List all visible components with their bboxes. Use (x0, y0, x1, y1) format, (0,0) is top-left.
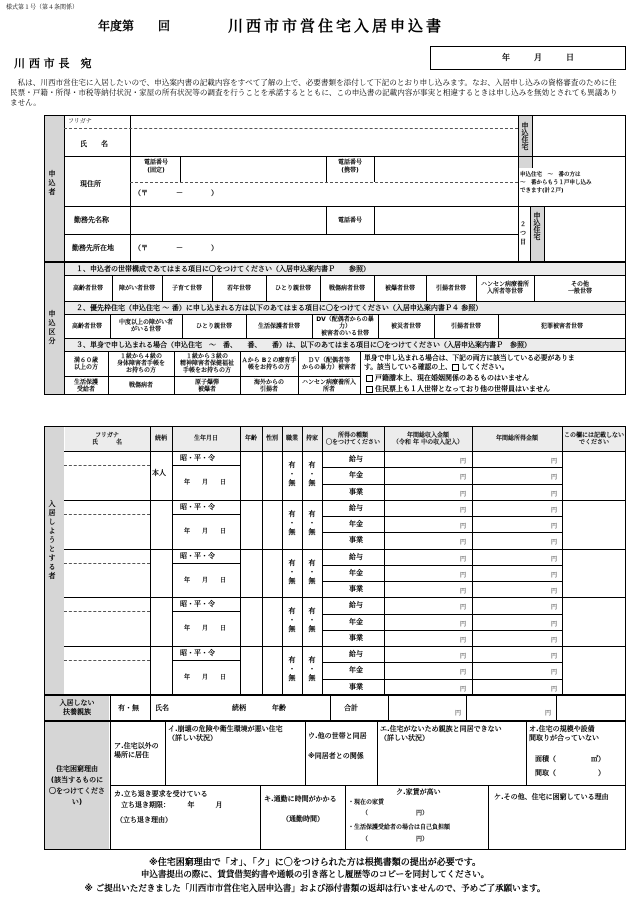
nonresident-name: 氏名 (155, 704, 169, 712)
reason-ka-note: （立ち退き理由） (116, 816, 172, 824)
date-label: 年 月 日 (502, 53, 574, 62)
employer-field[interactable] (132, 208, 324, 232)
nonresident-rel: 続柄 (232, 704, 246, 712)
name-label: 氏 名 (80, 140, 108, 148)
income-type[interactable]: 給与 (349, 455, 363, 463)
earned-yen: 円 (551, 636, 558, 644)
housing-note: 申込住宅 ～ 番の方は ～ 番からもう１戸申し込み できます(計２戸) (520, 172, 592, 194)
form-number: 様式第１号（第４条関係） (6, 4, 79, 11)
income-yen: 円 (460, 604, 467, 612)
q3-option-b-3[interactable]: 海外からの 引揚者 (253, 378, 284, 393)
q2-options (64, 314, 626, 338)
nonresident-yn[interactable]: 有・無 (118, 704, 139, 712)
q2-option-6[interactable]: 引揚者世帯 (450, 322, 481, 330)
q1-option-0[interactable]: 高齢者世帯 (72, 284, 103, 292)
income-type[interactable]: 事業 (349, 487, 363, 496)
reason-ku[interactable]: ク.家賃が高い (396, 788, 441, 796)
name-field[interactable] (132, 130, 516, 154)
q1-options (64, 275, 626, 301)
income-yen: 円 (460, 474, 467, 482)
income-type[interactable]: 事業 (349, 682, 363, 691)
nonresident-age: 年齢 (272, 704, 286, 712)
total-label: 合計 (344, 704, 358, 712)
income-yen: 円 (460, 653, 467, 661)
household-header-4: 性別 (265, 435, 278, 442)
employer-label: 勤務先名称 (74, 216, 109, 224)
household-header-5: 職業 (285, 435, 298, 442)
earned-yen: 円 (551, 555, 558, 563)
birth-era[interactable]: 昭・平・令 (180, 551, 215, 560)
category-q2: ２、優先枠住宅（申込住宅 ～ 番）に申し込まれる方は以下のあてはまる項目に〇をつけてください（入居申込案内書Ｐ４ 参照） (76, 304, 483, 312)
reason-o-area: 面積（ ㎡） (535, 755, 605, 763)
household-header-10: この欄には記載しないでください (563, 431, 624, 446)
income-yen: 円 (460, 636, 467, 644)
employer-postal-label: （〒 － ） (134, 244, 218, 252)
home-yn[interactable]: 有 ・ 無 (308, 656, 316, 683)
total-earned-yen: 円 (545, 710, 552, 717)
q3-option-4[interactable]: ＤＶ（配偶者等 からの暴力）被害者 (301, 356, 356, 371)
q3-option-b-2[interactable]: 原子爆弾 被爆者 (194, 378, 219, 393)
footer-line3: ※ ご提出いただきました「川西市市営住宅入居申込書」および添付書類の返却は行いませんので、予めご了承願います。 (84, 884, 546, 894)
household-member-3[interactable] (64, 597, 626, 646)
check1[interactable]: 戸籍謄本上、現在婚姻関係のあるものはいません (366, 374, 529, 383)
q3-options-row2 (64, 376, 360, 395)
income-yen: 円 (460, 588, 467, 596)
household-header-9: 年間総所得金額 (495, 435, 538, 442)
phone-fixed-field[interactable] (182, 158, 324, 180)
q1-option-1[interactable]: 障がい者世帯 (118, 284, 155, 292)
q1-option-5[interactable]: 戦傷病者世帯 (328, 284, 365, 292)
earned-yen: 円 (551, 685, 558, 693)
self-label: 本人 (152, 469, 166, 477)
check2-box[interactable] (366, 386, 373, 393)
earned-yen: 円 (551, 523, 558, 531)
furigana-label: フリガナ (68, 118, 92, 125)
income-yen: 円 (460, 506, 467, 514)
q1-option-9[interactable]: その他 一般世帯 (567, 281, 592, 295)
household-member-0[interactable] (64, 451, 626, 500)
birth-era[interactable]: 昭・平・令 (180, 649, 215, 658)
household-header-1: 続柄 (154, 435, 167, 442)
household-header-3: 年齢 (244, 435, 257, 442)
reason-ke[interactable]: ケ.その他、住宅に困窮している理由 (494, 793, 609, 801)
earned-yen: 円 (551, 458, 558, 465)
household-header-2: 生年月日 (193, 435, 218, 442)
income-type[interactable]: 年金 (349, 666, 363, 675)
earned-yen: 円 (551, 506, 558, 514)
income-type[interactable]: 給与 (349, 601, 363, 610)
phone-mobile-field[interactable] (376, 158, 516, 180)
birth-date: 年 月 日 (184, 527, 227, 535)
nonresident-label: 入居しない 扶養親族 (59, 699, 95, 716)
q1-option-6[interactable]: 被爆者世帯 (384, 284, 415, 292)
income-yen: 円 (460, 669, 467, 677)
q3-options-row1 (64, 351, 360, 376)
income-type[interactable]: 年金 (349, 617, 363, 626)
earned-yen: 円 (551, 571, 558, 579)
q3-option-0[interactable]: 満６０歳 以上の方 (73, 356, 98, 371)
q2-option-4[interactable]: DV（配偶者からの暴力） 被害者のいる世帯 (316, 315, 374, 337)
reason-u-note: ※同居者との関係 (308, 752, 364, 760)
footer-line1: ※住宅困窮理由で「オ」、「ク」に〇をつけられた方は根拠書類の提出が必要です。 (148, 858, 482, 868)
household-header-8: 年間総収入金額 （令和 年 中の収入記入） (392, 431, 464, 446)
home-yn[interactable]: 有 ・ 無 (308, 558, 316, 585)
total-income-yen: 円 (455, 710, 462, 717)
q1-option-8[interactable]: ハンセン病療養所 入所者等世帯 (480, 281, 529, 295)
employer-address-label: 勤務先所在地 (72, 244, 114, 252)
reason-u[interactable]: ウ.他の世帯と同居 (308, 732, 367, 740)
birth-era[interactable]: 昭・平・令 (180, 454, 215, 462)
q3-option-b-1[interactable]: 戦傷病者 (128, 382, 153, 389)
address-label: 現住所 (80, 180, 101, 188)
q1-option-4[interactable]: ひとり親世帯 (274, 284, 311, 292)
household-header (64, 426, 626, 451)
page-title: 川西市市営住宅入居申込書 (228, 17, 445, 35)
reason-ka[interactable]: カ.立ち退き要求を受けている 立ち退き期限： 年 月 (114, 790, 223, 809)
household-section-label: 入居しようとする者 (48, 500, 56, 581)
q3-option-3[interactable]: Ａから B２の療育手 帳をお持ちの方 (241, 356, 297, 371)
earned-yen: 円 (551, 474, 558, 482)
category-section-label: 申込区分 (48, 310, 56, 346)
income-type[interactable]: 給与 (349, 503, 363, 512)
household-header-0: フリガナ 氏 名 (91, 431, 122, 446)
job-yn[interactable]: 有 ・ 無 (288, 558, 296, 585)
earned-yen: 円 (551, 490, 558, 498)
income-yen: 円 (460, 539, 467, 547)
income-type[interactable]: 事業 (349, 633, 363, 642)
reason-o-rooms: 間取（ ） (535, 769, 605, 777)
q3-option-b-0[interactable]: 生活保護 受給者 (73, 378, 98, 393)
job-yn[interactable]: 有 ・ 無 (288, 656, 296, 683)
birth-date: 年 月 日 (184, 576, 227, 584)
category-q3: ３、単身で申し込まれる場合（申込住宅 ～ 番、 番、 番）は、以下のあてはまる項目に〇をつけてください（入居申込案内書Ｐ 参照） (76, 341, 531, 349)
birth-era[interactable]: 昭・平・令 (180, 600, 215, 609)
earned-yen: 円 (551, 588, 558, 596)
job-yn[interactable]: 有 ・ 無 (288, 461, 296, 487)
income-yen: 円 (460, 571, 467, 579)
q1-option-7[interactable]: 引揚者世帯 (435, 284, 466, 292)
reason-ku-1v: （ 円） (362, 810, 429, 817)
reason-i[interactable]: イ.崩壊の危険や衛生環境が悪い住宅 （詳しい状況） (168, 725, 283, 742)
birth-date: 年 月 日 (184, 674, 227, 682)
income-yen: 円 (460, 523, 467, 531)
reason-label: 住宅困窮理由 (該当するものに 〇をつけてください) (49, 765, 105, 806)
footer-line2: 申込書提出の際に、賃貸借契約書や通帳の引き落とし履歴等のコピーを同封してください。 (140, 870, 490, 880)
income-type[interactable]: 給与 (349, 650, 363, 659)
income-type[interactable]: 年金 (349, 520, 363, 529)
q1-option-3[interactable]: 若年世帯 (226, 284, 251, 292)
employer-phone-label: 電話番号 (337, 217, 362, 224)
housing-label: 申込住宅 (521, 122, 529, 150)
earned-yen: 円 (551, 620, 558, 628)
check2[interactable]: 住民票上も１人世帯となっており他の世帯員はいません (366, 385, 550, 394)
income-yen: 円 (460, 458, 467, 465)
category-q1: １、申込者の世帯構成であてはまる項目に〇をつけてください（入居申込案内書Ｐ 参照） (76, 265, 370, 273)
household-member-2[interactable] (64, 549, 626, 598)
intro-text: 私は、川西市営住宅に入居したいので、申込案内書の記載内容をすべて了解の上で、必要書類を添付して下記のとおり申し込みます。なお、入居申し込みの資格審査のために住民票・戸籍・所得・市税等納付状況・家屋の所有状況等の調査を行うことを承諾するとともに、この申込書の記載内容が事実と相違するときは申し込みを無効とされても異議ありません。 (10, 78, 618, 107)
q3-option-b-4[interactable]: ハンセン病療養所入 所者 (301, 378, 356, 393)
q2-option-0[interactable]: 高齢者世帯 (71, 322, 102, 330)
phone-mobile-label: 電話番号 (携帯) (337, 159, 362, 174)
q3-note: 単身で申し込まれる場合は、下記の両方に該当している必要がありま す。該当している確認の上、 してください。 (364, 354, 575, 371)
addressee: 川 西 市 長 宛 (14, 57, 92, 70)
job-yn[interactable]: 有 ・ 無 (288, 607, 296, 634)
earned-yen: 円 (551, 604, 558, 612)
home-yn[interactable]: 有 ・ 無 (308, 461, 316, 487)
earned-yen: 円 (551, 669, 558, 677)
birth-date: 年 月 日 (184, 479, 227, 486)
household-member-4[interactable] (64, 646, 626, 695)
reason-ku-2v: （ 円） (362, 836, 429, 843)
household-member-1[interactable] (64, 500, 626, 549)
q1-option-2[interactable]: 子育て世帯 (171, 284, 202, 292)
income-type[interactable]: 年金 (349, 471, 363, 480)
income-yen: 円 (460, 685, 467, 693)
reason-ku-1: ・現在の家賃 (348, 799, 385, 806)
applicant-section-label: 申込者 (48, 170, 56, 197)
second-label: ２つ目 (520, 221, 527, 246)
earned-yen: 円 (551, 653, 558, 661)
job-yn[interactable]: 有 ・ 無 (288, 509, 296, 536)
round-label: 年度第 回 (98, 19, 171, 33)
q3-option-1[interactable]: １級から４級の 身体障害者手帳を お持ちの方 (116, 353, 165, 374)
earned-yen: 円 (551, 539, 558, 547)
reason-a[interactable]: ア.住宅以外の 場所に居住 (114, 742, 159, 759)
q2-option-5[interactable]: 被災者世帯 (390, 322, 421, 330)
birth-date: 年 月 日 (184, 625, 227, 633)
q2-option-1[interactable]: 中度以上の障がい者 がいる世帯 (118, 319, 173, 333)
income-yen: 円 (460, 555, 467, 563)
inline-checkbox-sample (452, 364, 459, 371)
income-type[interactable]: 事業 (349, 585, 363, 594)
income-yen: 円 (460, 490, 467, 498)
reason-o[interactable]: オ.住宅の規模や設備 間取りが合っていない (529, 725, 599, 742)
home-yn[interactable]: 有 ・ 無 (308, 607, 316, 634)
phone-fixed-label: 電話番号 (固定) (143, 159, 168, 174)
income-type[interactable]: 給与 (349, 552, 363, 561)
home-yn[interactable]: 有 ・ 無 (308, 509, 316, 536)
q2-option-3[interactable]: 生活保護者世帯 (257, 322, 300, 330)
q2-option-2[interactable]: ひとり親世帯 (195, 322, 232, 330)
household-rows (64, 451, 626, 695)
q3-option-2[interactable]: １級から３級の 精神障害者保健福祉 手帳をお持ちの方 (179, 353, 234, 374)
check1-box[interactable] (366, 375, 373, 382)
income-yen: 円 (460, 620, 467, 628)
household-header-7: 所得の種類 〇をつけてください (325, 431, 380, 446)
second-housing-label: 申込住宅 (533, 212, 541, 240)
income-type[interactable]: 年金 (349, 568, 363, 577)
q2-option-7[interactable]: 犯罪被害者世帯 (540, 322, 583, 330)
household-header-6: 持家 (305, 435, 318, 442)
income-type[interactable]: 事業 (349, 536, 363, 545)
postal-label: （〒 － ） (134, 189, 218, 197)
reason-ki-note: （通勤時間） (282, 815, 324, 823)
reason-ku-2: ・生活保護受給者の場合は自己負担額 (348, 824, 451, 831)
reason-ki[interactable]: キ.通勤に時間がかかる (264, 795, 337, 803)
birth-era[interactable]: 昭・平・令 (180, 502, 215, 511)
reason-e[interactable]: エ.住宅がないため親族と同居できない （詳しい状況） (380, 725, 502, 742)
